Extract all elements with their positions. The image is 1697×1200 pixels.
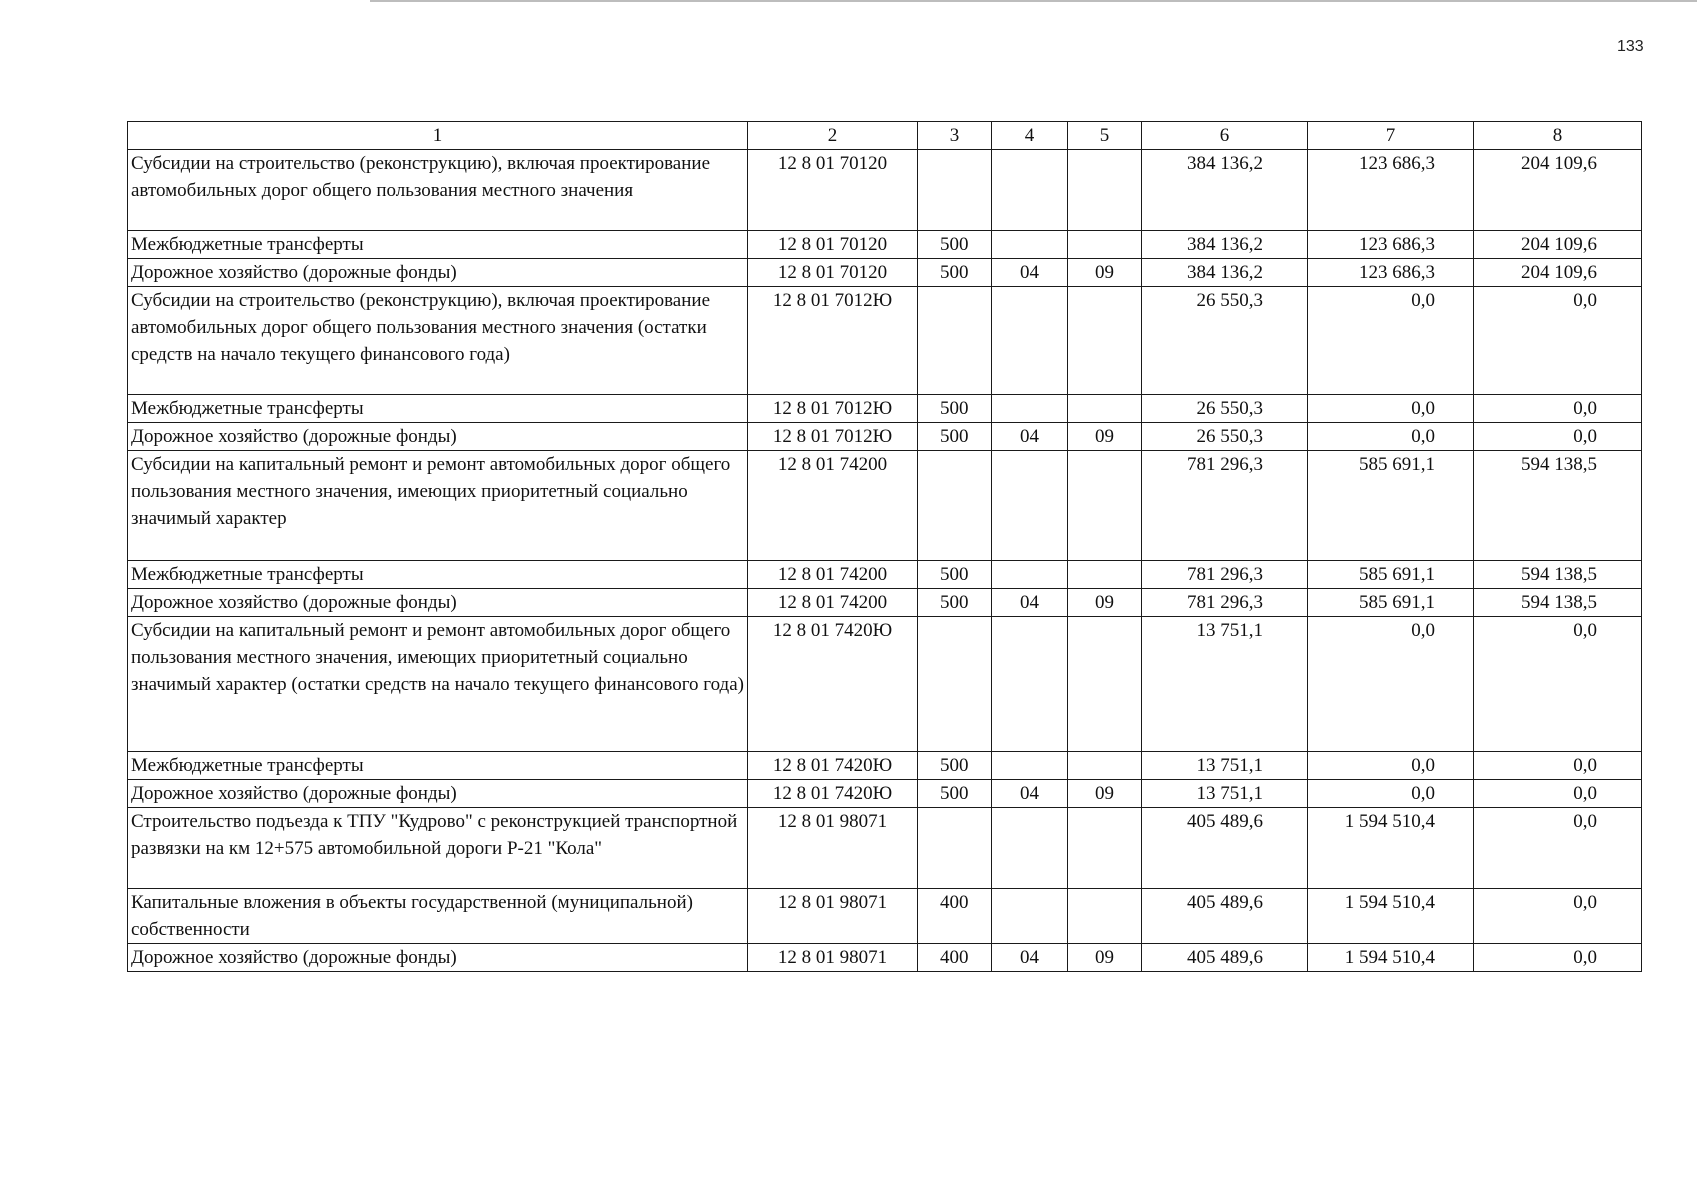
- row-col3: 500: [918, 259, 992, 287]
- row-code: 12 8 01 7420Ю: [748, 617, 918, 752]
- table-row: [128, 944, 1642, 972]
- column-header: 4: [992, 122, 1068, 150]
- column-header: 5: [1068, 122, 1142, 150]
- row-value-6: 781 296,3: [1142, 589, 1308, 617]
- row-name: Межбюджетные трансферты: [128, 752, 748, 780]
- row-value-6: 26 550,3: [1142, 395, 1308, 423]
- row-value-8: 0,0: [1474, 780, 1642, 808]
- table-row: [128, 451, 1642, 561]
- row-col3: 400: [918, 889, 992, 944]
- column-header: 2: [748, 122, 918, 150]
- budget-table: [127, 121, 1642, 972]
- row-name: Капитальные вложения в объекты государственной (муниципальной) собственности: [128, 889, 748, 944]
- row-col4: [992, 451, 1068, 561]
- table-row: [128, 150, 1642, 231]
- row-value-7: 0,0: [1308, 617, 1474, 752]
- row-code: 12 8 01 74200: [748, 589, 918, 617]
- row-value-7: 585 691,1: [1308, 561, 1474, 589]
- table-row: [128, 259, 1642, 287]
- table-header-row: [128, 122, 1642, 150]
- row-col4: [992, 231, 1068, 259]
- row-value-8: 0,0: [1474, 752, 1642, 780]
- row-code: 12 8 01 7420Ю: [748, 752, 918, 780]
- row-value-6: 405 489,6: [1142, 889, 1308, 944]
- row-value-8: 594 138,5: [1474, 451, 1642, 561]
- column-header: 3: [918, 122, 992, 150]
- row-name: Субсидии на строительство (реконструкцию), включая проектирование автомобильных дорог общего пользования местного значения: [128, 150, 748, 231]
- row-code: 12 8 01 7420Ю: [748, 780, 918, 808]
- row-col5: [1068, 451, 1142, 561]
- row-col5: [1068, 150, 1142, 231]
- row-code: 12 8 01 7012Ю: [748, 395, 918, 423]
- row-value-7: 1 594 510,4: [1308, 808, 1474, 889]
- row-col4: 04: [992, 423, 1068, 451]
- row-code: 12 8 01 70120: [748, 259, 918, 287]
- row-value-7: 0,0: [1308, 752, 1474, 780]
- row-col4: [992, 395, 1068, 423]
- table-row: [128, 617, 1642, 752]
- table-row: [128, 287, 1642, 395]
- row-name: Строительство подъезда к ТПУ "Кудрово" с реконструкцией транспортной развязки на км 12+575 автомобильной дороги Р-21 "Кола": [128, 808, 748, 889]
- row-value-7: 123 686,3: [1308, 231, 1474, 259]
- row-col5: [1068, 808, 1142, 889]
- row-value-7: 0,0: [1308, 395, 1474, 423]
- row-value-6: 781 296,3: [1142, 451, 1308, 561]
- row-col5: [1068, 231, 1142, 259]
- row-col4: [992, 889, 1068, 944]
- row-col3: [918, 808, 992, 889]
- row-name: Дорожное хозяйство (дорожные фонды): [128, 589, 748, 617]
- row-code: 12 8 01 70120: [748, 150, 918, 231]
- table-row: [128, 889, 1642, 944]
- row-col4: 04: [992, 589, 1068, 617]
- row-col3: [918, 287, 992, 395]
- row-value-6: 13 751,1: [1142, 780, 1308, 808]
- column-header: 7: [1308, 122, 1474, 150]
- row-col5: 09: [1068, 944, 1142, 972]
- table-row: [128, 231, 1642, 259]
- row-code: 12 8 01 98071: [748, 944, 918, 972]
- row-value-8: 204 109,6: [1474, 231, 1642, 259]
- scan-top-edge: [370, 0, 1697, 2]
- row-col4: 04: [992, 259, 1068, 287]
- row-value-6: 13 751,1: [1142, 752, 1308, 780]
- row-col5: 09: [1068, 589, 1142, 617]
- row-name: Дорожное хозяйство (дорожные фонды): [128, 423, 748, 451]
- row-code: 12 8 01 70120: [748, 231, 918, 259]
- row-col4: 04: [992, 944, 1068, 972]
- row-value-8: 0,0: [1474, 808, 1642, 889]
- row-name: Межбюджетные трансферты: [128, 231, 748, 259]
- row-col4: [992, 752, 1068, 780]
- row-value-6: 781 296,3: [1142, 561, 1308, 589]
- row-col5: 09: [1068, 259, 1142, 287]
- row-value-6: 384 136,2: [1142, 231, 1308, 259]
- row-value-8: 204 109,6: [1474, 259, 1642, 287]
- table-row: [128, 752, 1642, 780]
- row-value-7: 585 691,1: [1308, 589, 1474, 617]
- row-name: Дорожное хозяйство (дорожные фонды): [128, 944, 748, 972]
- row-col5: [1068, 752, 1142, 780]
- row-col4: [992, 561, 1068, 589]
- row-col5: [1068, 395, 1142, 423]
- row-col3: 500: [918, 780, 992, 808]
- row-col3: [918, 451, 992, 561]
- row-name: Субсидии на капитальный ремонт и ремонт автомобильных дорог общего пользования местного значения, имеющих приоритетный социально значимый характер: [128, 451, 748, 561]
- row-col3: 500: [918, 395, 992, 423]
- row-value-7: 1 594 510,4: [1308, 889, 1474, 944]
- row-value-6: 26 550,3: [1142, 423, 1308, 451]
- row-col5: [1068, 287, 1142, 395]
- row-code: 12 8 01 98071: [748, 889, 918, 944]
- row-name: Межбюджетные трансферты: [128, 395, 748, 423]
- row-value-6: 26 550,3: [1142, 287, 1308, 395]
- row-value-8: 0,0: [1474, 287, 1642, 395]
- row-name: Межбюджетные трансферты: [128, 561, 748, 589]
- row-col4: 04: [992, 780, 1068, 808]
- row-value-8: 594 138,5: [1474, 561, 1642, 589]
- row-code: 12 8 01 98071: [748, 808, 918, 889]
- row-col5: [1068, 617, 1142, 752]
- row-value-7: 0,0: [1308, 287, 1474, 395]
- row-col3: 500: [918, 752, 992, 780]
- row-code: 12 8 01 7012Ю: [748, 423, 918, 451]
- row-value-8: 0,0: [1474, 395, 1642, 423]
- row-value-6: 405 489,6: [1142, 808, 1308, 889]
- column-header: 6: [1142, 122, 1308, 150]
- row-col5: 09: [1068, 423, 1142, 451]
- row-name: Дорожное хозяйство (дорожные фонды): [128, 780, 748, 808]
- row-value-8: 204 109,6: [1474, 150, 1642, 231]
- table-row: [128, 780, 1642, 808]
- row-col3: [918, 617, 992, 752]
- row-col5: [1068, 561, 1142, 589]
- row-col4: [992, 808, 1068, 889]
- row-value-7: 123 686,3: [1308, 259, 1474, 287]
- row-col5: [1068, 889, 1142, 944]
- column-header: 1: [128, 122, 748, 150]
- row-col3: [918, 150, 992, 231]
- row-code: 12 8 01 7012Ю: [748, 287, 918, 395]
- table-row: [128, 561, 1642, 589]
- row-value-6: 13 751,1: [1142, 617, 1308, 752]
- table-row: [128, 589, 1642, 617]
- row-col4: [992, 150, 1068, 231]
- table-row: [128, 395, 1642, 423]
- row-value-7: 123 686,3: [1308, 150, 1474, 231]
- column-header: 8: [1474, 122, 1642, 150]
- row-value-6: 384 136,2: [1142, 150, 1308, 231]
- row-col3: 500: [918, 423, 992, 451]
- row-value-7: 0,0: [1308, 780, 1474, 808]
- page-number: 133: [1617, 38, 1644, 55]
- table-row: [128, 423, 1642, 451]
- row-col5: 09: [1068, 780, 1142, 808]
- row-col3: 500: [918, 231, 992, 259]
- row-code: 12 8 01 74200: [748, 561, 918, 589]
- row-value-8: 0,0: [1474, 423, 1642, 451]
- row-value-6: 405 489,6: [1142, 944, 1308, 972]
- row-name: Субсидии на капитальный ремонт и ремонт автомобильных дорог общего пользования местного значения, имеющих приоритетный социально значимый характер (остатки средств на начало текущего финансового года): [128, 617, 748, 752]
- row-name: Дорожное хозяйство (дорожные фонды): [128, 259, 748, 287]
- row-value-6: 384 136,2: [1142, 259, 1308, 287]
- row-code: 12 8 01 74200: [748, 451, 918, 561]
- row-value-7: 1 594 510,4: [1308, 944, 1474, 972]
- row-value-8: 594 138,5: [1474, 589, 1642, 617]
- row-col4: [992, 617, 1068, 752]
- row-col4: [992, 287, 1068, 395]
- row-name: Субсидии на строительство (реконструкцию), включая проектирование автомобильных дорог общего пользования местного значения (остатки средств на начало текущего финансового года): [128, 287, 748, 395]
- row-value-8: 0,0: [1474, 944, 1642, 972]
- row-value-8: 0,0: [1474, 617, 1642, 752]
- row-value-8: 0,0: [1474, 889, 1642, 944]
- row-value-7: 585 691,1: [1308, 451, 1474, 561]
- row-value-7: 0,0: [1308, 423, 1474, 451]
- table-row: [128, 808, 1642, 889]
- row-col3: 500: [918, 589, 992, 617]
- row-col3: 400: [918, 944, 992, 972]
- row-col3: 500: [918, 561, 992, 589]
